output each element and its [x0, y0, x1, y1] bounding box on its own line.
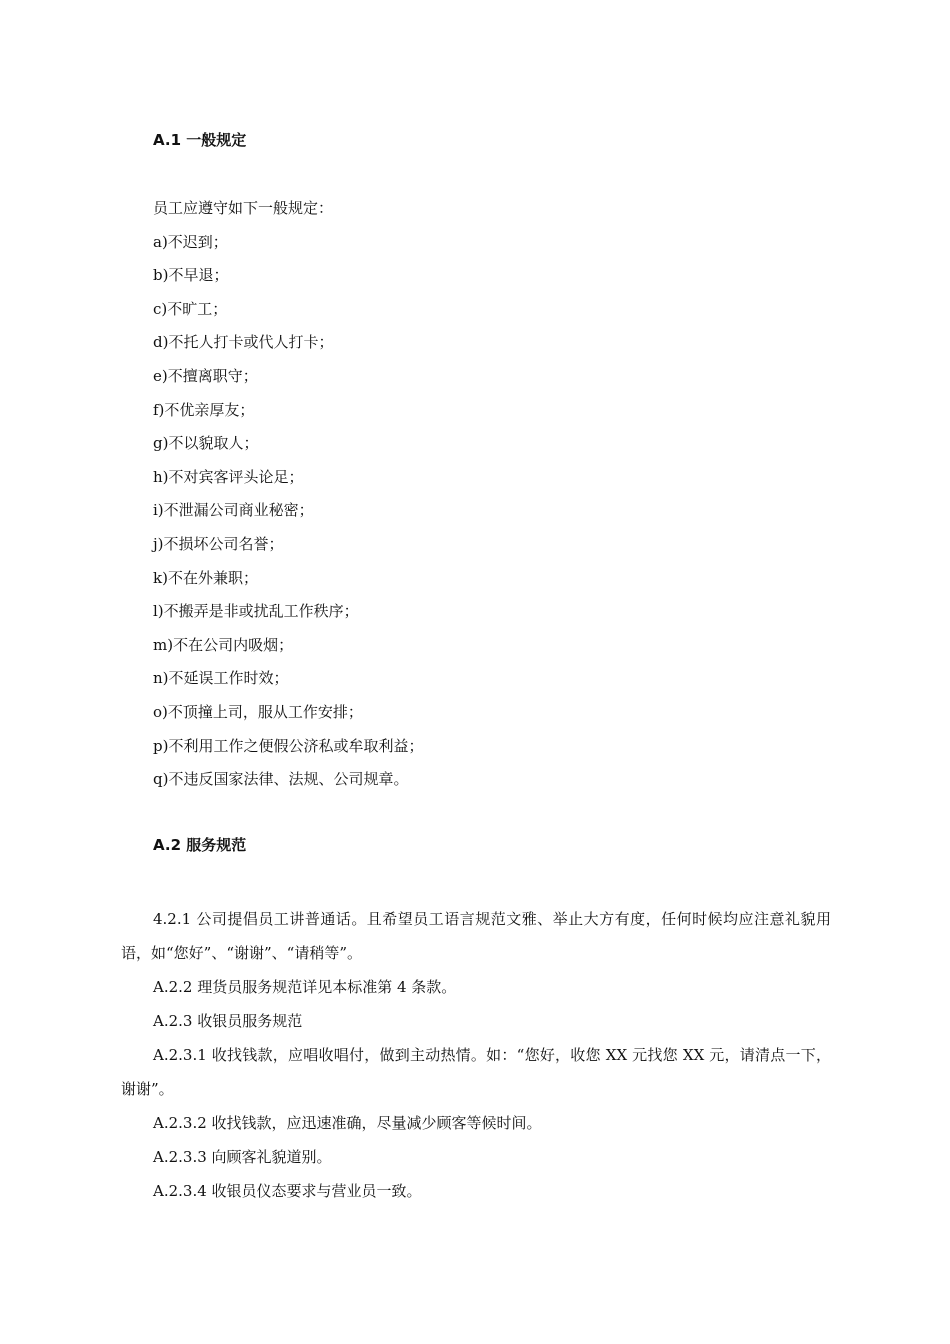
list-item: i)不泄漏公司商业秘密；: [153, 501, 314, 520]
list-item: j)不损坏公司名誉；: [153, 534, 284, 553]
list-item: h)不对宾客评头论足；: [153, 467, 304, 486]
list-item: e)不擅离职守；: [153, 366, 258, 385]
list-item: n)不延误工作时效；: [153, 669, 289, 688]
paragraph-a-2-3: A.2.3 收银员服务规范: [153, 1012, 303, 1030]
paragraph-a-2-3-3: A.2.3.3 向顾客礼貌道别。: [153, 1148, 332, 1166]
section-heading-general-rules: A.1 一般规定: [153, 131, 247, 149]
list-item: c)不旷工；: [153, 299, 228, 318]
list-item: f)不优亲厚友；: [153, 400, 255, 419]
service-standards-body: [121, 902, 831, 1208]
paragraph-a-2-3-1: A.2.3.1 收找钱款，应唱收唱付，做到主动热情。如：“您好，收您 XX 元找您 XX 元，请清点一下，谢谢”。: [121, 1046, 831, 1098]
list-item: a)不迟到；: [153, 232, 228, 251]
list-item: k)不在外兼职；: [153, 568, 258, 587]
list-item: q)不违反国家法律、法规、公司规章。: [153, 770, 409, 789]
list-item: b)不早退；: [153, 266, 229, 285]
list-item: g)不以貌取人；: [153, 434, 259, 453]
section-heading-service-standards: A.2 服务规范: [153, 836, 247, 854]
paragraph-a-2-2: A.2.2 理货员服务规范详见本标准第 4 条款。: [153, 978, 457, 996]
paragraph-4-2-1: 4.2.1 公司提倡员工讲普通话。且希望员工语言规范文雅、举止大方有度，任何时候均应注意礼貌用语，如“您好”、“谢谢”、“请稍等”。: [121, 910, 831, 962]
paragraph-a-2-3-2: A.2.3.2 收找钱款，应迅速准确，尽量减少顾客等候时间。: [153, 1114, 542, 1132]
general-rules-intro: 员工应遵守如下一般规定：: [153, 199, 334, 217]
list-item: m)不在公司内吸烟；: [153, 635, 294, 654]
list-item: d)不托人打卡或代人打卡；: [153, 333, 334, 352]
list-item: o)不顶撞上司，服从工作安排；: [153, 702, 363, 721]
list-item: l)不搬弄是非或扰乱工作秩序；: [153, 602, 359, 621]
general-rules-list: [121, 198, 831, 803]
paragraph-a-2-3-4: A.2.3.4 收银员仪态要求与营业员一致。: [153, 1182, 422, 1200]
list-item: p)不利用工作之便假公济私或牟取利益；: [153, 736, 424, 755]
